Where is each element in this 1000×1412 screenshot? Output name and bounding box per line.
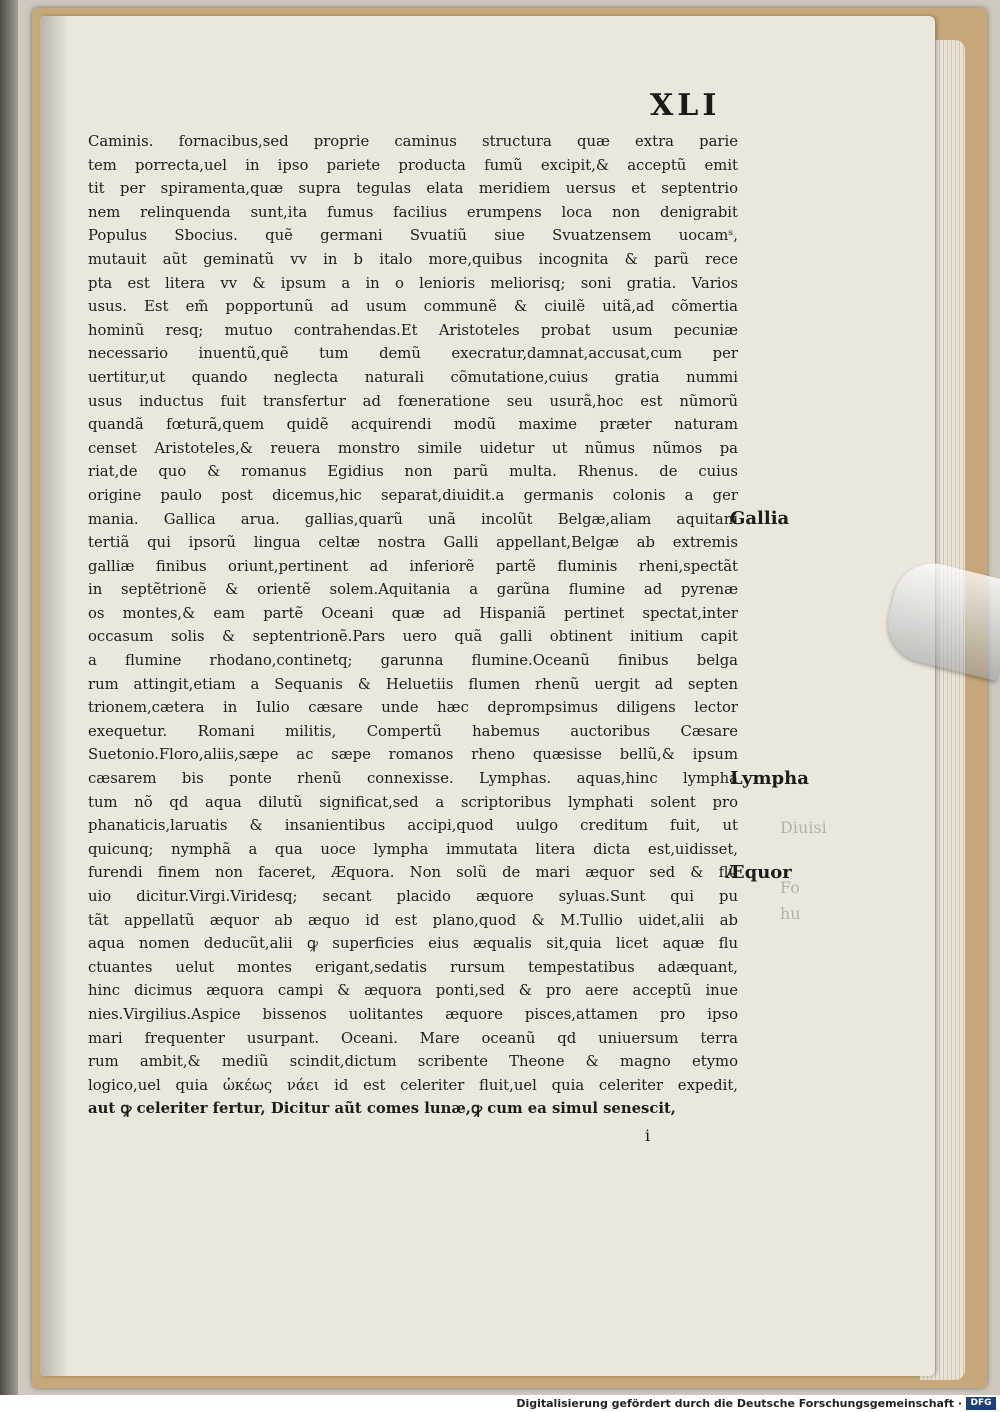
text-line: pta est litera vv & ipsum a in o lenioris meliorisq; soni gratia. Varios [88, 274, 738, 292]
text-line: a flumine rhodano,continetq; garunna flumine.Oceanũ finibus belga [88, 652, 738, 670]
text-line: usus. Est em̃ popportunũ ad usum communẽ & ciuilẽ uitã,ad cõmertia [88, 298, 738, 316]
text-line: riat,de quo & romanus Egidius non parũ multa. Rhenus. de cuius [88, 463, 738, 481]
text-line: tum nõ qd aqua dilutũ significat,sed a scriptoribus lymphati solent pro [88, 793, 738, 811]
footer-credit: Digitalisierung gefördert durch die Deutsche Forschungsgemeinschaft · [516, 1397, 962, 1410]
text-line: exequetur. Romani militis, Compertũ habemus auctoribus Cæsare [88, 722, 738, 740]
text-line: mari frequenter usurpant. Oceani. Mare oceanũ qd uniuersum terra [88, 1029, 738, 1047]
text-line: tem porrecta,uel in ipso pariete producta fumũ excipit,& acceptũ emit [88, 156, 738, 174]
text-line: quicunq; nymphã a qua uoce lympha immutata litera dicta est,uidisset, [88, 840, 738, 858]
text-line: Caminis. fornacibus,sed proprie caminus structura quæ extra parie [88, 133, 738, 150]
margin-note-aequor: Æquor [726, 862, 792, 883]
text-line: cæsarem bis ponte rhenũ connexisse. Lymphas. aquas,hinc lympha [88, 770, 738, 788]
text-line: Populus Sbocius. quẽ germani Svuatiũ siue Svuatzensem uocamˢ, [88, 227, 738, 245]
text-line: ctuantes uelut montes erigant,sedatis rursum tempestatibus adæquant, [88, 958, 738, 976]
text-line: phanaticis,laruatis & insanientibus accipi,quod uulgo creditum fuit, ut [88, 817, 738, 835]
margin-note-lympha: Lympha [730, 768, 809, 789]
text-line: tit per spiramenta,quæ supra tegulas elata meridiem uersus et septentrio [88, 180, 738, 198]
text-line: hinc dicimus æquora campi & æquora ponti,sed & pro aere acceptũ inue [88, 982, 738, 1000]
text-line: os montes,& eam partẽ Oceani quæ ad Hispaniã pertinet spectat,inter [88, 604, 738, 622]
catchword: i [645, 1126, 651, 1145]
text-line: censet Aristoteles,& reuera monstro simile uidetur ut nũmus nũmos pa [88, 439, 738, 457]
text-line: nies.Virgilius.Aspice bissenos uolitantes æquore pisces,attamen pro ipso [88, 1005, 738, 1023]
text-line: mutauit aũt geminatũ vv in b italo more,quibus incognita & parũ rece [88, 250, 738, 268]
text-line: necessario inuentũ,quẽ tum demũ execratur,damnat,accusat,cum per [88, 345, 738, 363]
text-line: Suetonio.Floro,aliis,sæpe ac sæpe romanos rheno quæsisse bellũ,& ipsum [88, 746, 738, 764]
text-line: aut ꝙ celeriter fertur, Dicitur aũt comes lunæ,ꝙ cum ea simul senescit, [88, 1100, 676, 1118]
text-line: furendi finem non faceret, Æquora. Non solũ de mari æquor sed & flu [88, 864, 738, 882]
ghost-note: Fo [780, 878, 800, 897]
text-line: rum ambit,& mediũ scindit,dictum scribente Theone & magno etymo [88, 1053, 738, 1071]
margin-note-gallia: Gallia [730, 508, 790, 529]
text-line: tertiã qui ipsorũ lingua celtæ nostra Galli appellant,Belgæ ab extremis [88, 534, 738, 552]
body-text-block [88, 130, 738, 1121]
text-line: mania. Gallica arua. gallias,quarũ unã incolũt Belgæ,aliam aquitani [88, 510, 738, 528]
text-line: usus inductus fuit transfertur ad fœneratione seu usurã,hoc est nũmorũ [88, 392, 738, 410]
text-line: logico,uel quia ὠκέως νάει id est celeriter fluit,uel quia celeriter expedit, [88, 1076, 738, 1094]
ghost-note: hu [780, 904, 801, 923]
text-line: nem relinquenda sunt,ita fumus facilius erumpens loca non denigrabit [88, 203, 738, 221]
text-line: quandã fœturã,quem quidẽ acquirendi modũ maxime præter naturam [88, 416, 738, 434]
ghost-note: Diuisi [780, 818, 827, 837]
gutter-shadow [40, 16, 70, 1376]
text-line: trionem,cætera in Iulio cæsare unde hæc deprompsimus diligens lector [88, 699, 738, 717]
text-line: origine paulo post dicemus,hic separat,diuidit.a germanis colonis a ger [88, 486, 738, 504]
text-line: rum attingit,etiam a Sequanis & Heluetiis flumen rhenũ uergit ad septen [88, 675, 738, 693]
folio-number: XLI [650, 88, 721, 123]
text-line: uertitur,ut quando neglecta naturali cõmutatione,cuius gratia nummi [88, 368, 738, 386]
text-line: aqua nomen deducũt,alii ꝙ superficies eius æqualis sit,quia licet aquæ flu [88, 935, 738, 953]
scanner-left-edge [0, 0, 18, 1395]
text-line: in septẽtrionẽ & orientẽ solem.Aquitania a garũna flumine ad pyrenæ [88, 581, 738, 599]
text-line: occasum solis & septentrionẽ.Pars uero quã galli obtinent initium capit [88, 628, 738, 646]
text-line: uio dicitur.Virgi.Viridesq; secant placido æquore syluas.Sunt qui pu [88, 888, 738, 905]
dfg-logo: DFG [966, 1397, 996, 1410]
text-line: tãt appellatũ æquor ab æquo id est plano,quod & M.Tullio uidet,alii ab [88, 911, 738, 929]
text-line: hominũ resq; mutuo contrahendas.Et Aristoteles probat usum pecuniæ [88, 321, 738, 339]
text-line: galliæ finibus oriunt,pertinent ad inferiorẽ partẽ fluminis rheni,spectãt [88, 557, 738, 575]
